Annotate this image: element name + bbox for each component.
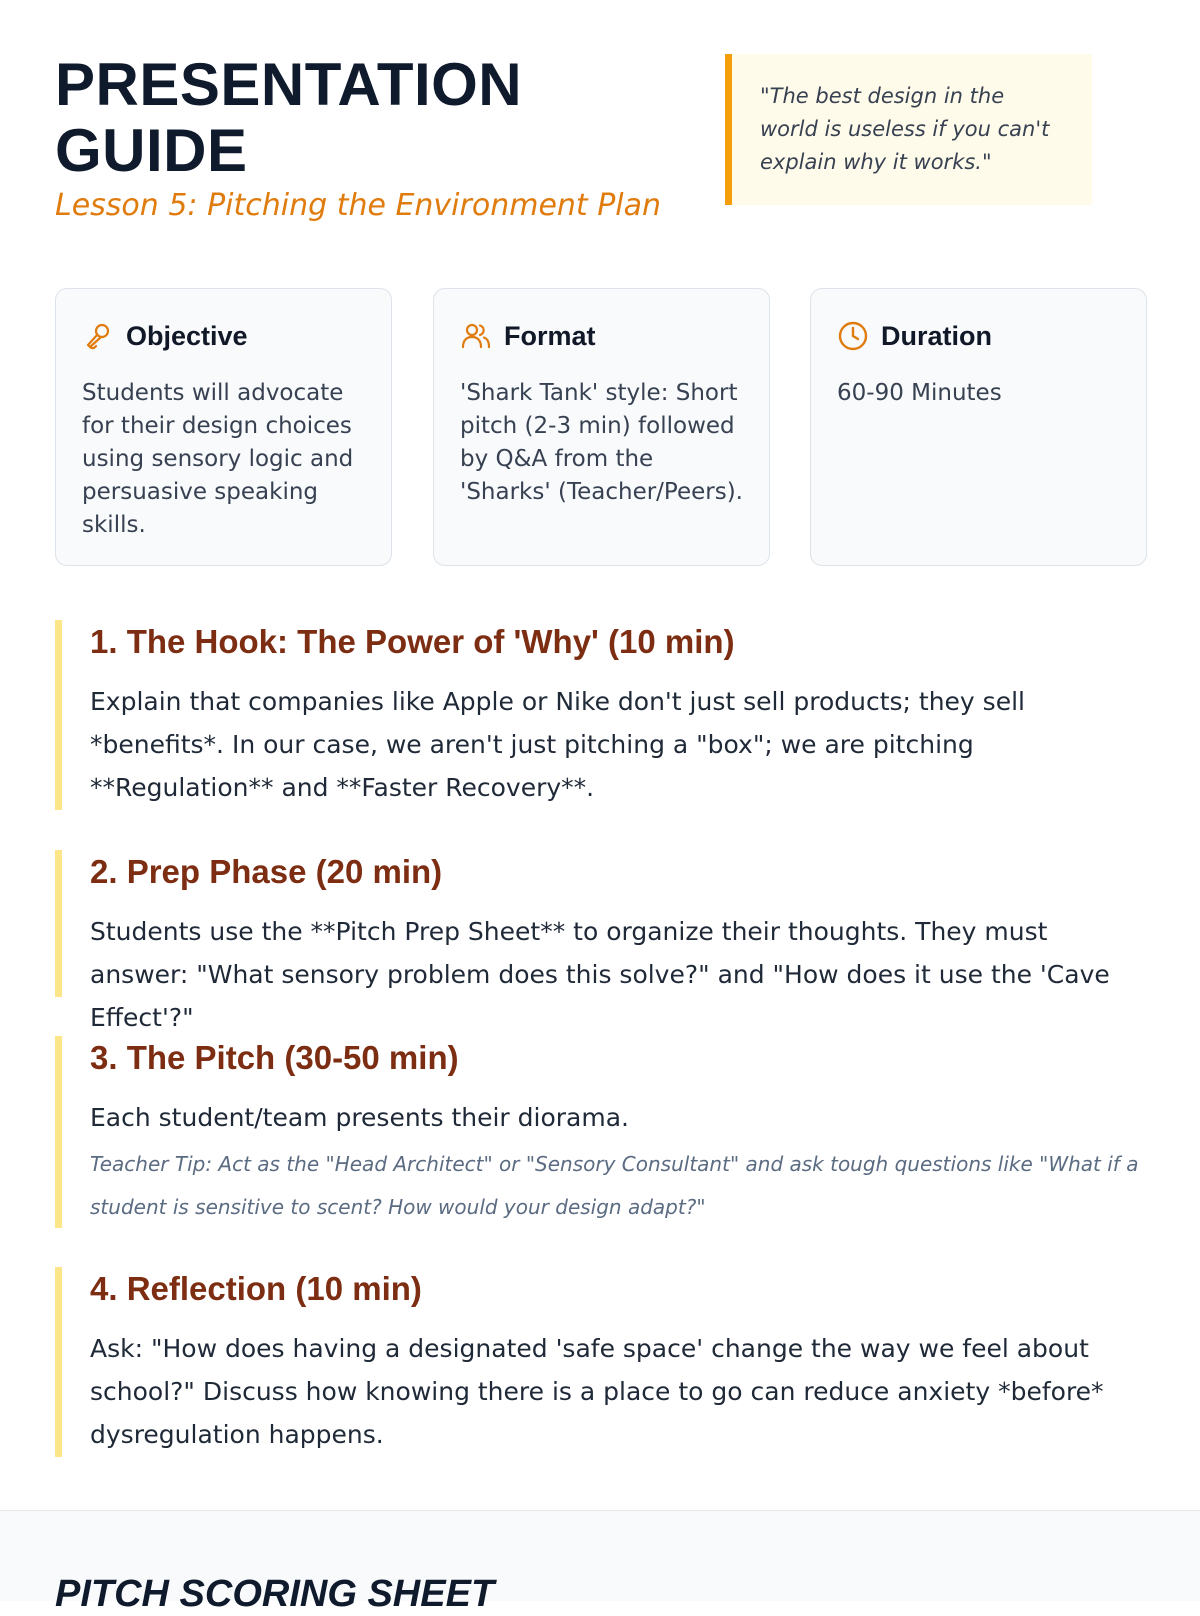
card-text: 'Shark Tank' style: Short pitch (2-3 min) followed by Q&A from the 'Sharks' (Teacher/Peers). (460, 380, 743, 505)
teacher-tip: Teacher Tip: Act as the "Head Architect" or "Sensory Consultant" and ask tough questions like "What if a student is sensitive to scent? How would your design adapt?" (90, 1152, 1139, 1219)
section-text: Ask: "How does having a designated 'safe space' change the way we feel about school?" Discuss how knowing there is a place to go can reduce anxiety *before* dysregulation happens. (90, 1334, 1104, 1449)
section-pitch (55, 1036, 1147, 1228)
card-text: 60-90 Minutes (837, 380, 1002, 406)
section-heading: 4. Reflection (10 min) (90, 1270, 422, 1307)
card-objective (55, 288, 392, 566)
microphone-icon (82, 320, 114, 352)
users-icon (460, 320, 492, 352)
card-text: Students will advocate for their design choices using sensory logic and persuasive speaking skills. (82, 380, 354, 538)
section-heading: 2. Prep Phase (20 min) (90, 853, 443, 890)
lesson-subtitle: Lesson 5: Pitching the Environment Plan (55, 188, 662, 223)
section-heading: 3. The Pitch (30-50 min) (90, 1039, 459, 1076)
section-text: Each student/team presents their diorama. (90, 1103, 629, 1132)
card-title: Objective (126, 320, 248, 351)
clock-icon (837, 320, 869, 352)
scoring-sheet-band (0, 1510, 1200, 1615)
scoring-sheet-title: PITCH SCORING SHEET (55, 1573, 495, 1615)
section-prep (55, 850, 1147, 1032)
card-duration (810, 288, 1147, 566)
info-cards (55, 288, 1147, 566)
card-title: Duration (881, 320, 992, 351)
section-reflection (55, 1267, 1147, 1457)
section-text: Explain that companies like Apple or Nike don't just sell products; they sell *benefits*. In our case, we aren't just pitching a "box"; we are pitching **Regulation** and **Faster Recovery**. (90, 687, 1025, 802)
section-hook (55, 620, 1147, 810)
section-heading: 1. The Hook: The Power of 'Why' (10 min) (90, 623, 735, 660)
card-title: Format (504, 320, 596, 351)
section-text: Students use the **Pitch Prep Sheet** to organize their thoughts. They must answer: "What sensory problem does this solve?" and "How does it use the 'Cave Effect'?" (90, 917, 1110, 1032)
card-format (433, 288, 770, 566)
page-title: PRESENTATION GUIDE (55, 51, 523, 184)
quote-box: "The best design in the world is useless if you can't explain why it works." (725, 54, 1092, 205)
